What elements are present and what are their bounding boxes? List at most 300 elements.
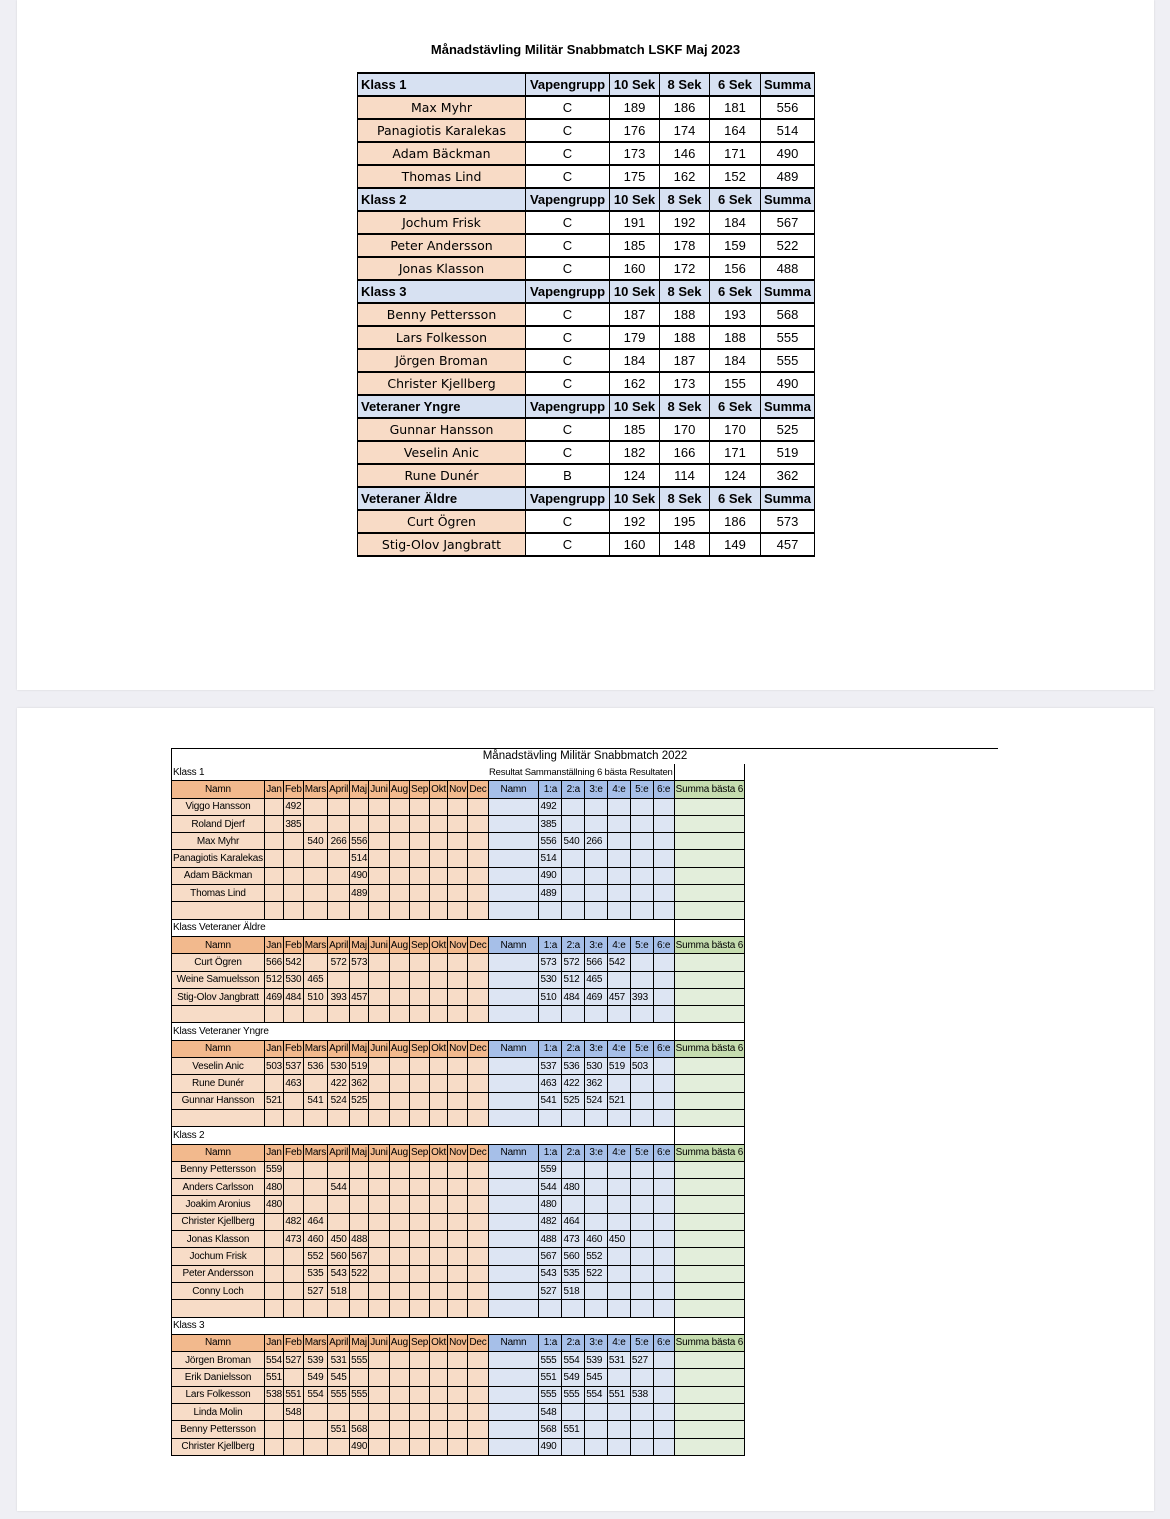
empty-cell bbox=[468, 1006, 488, 1023]
summary-name bbox=[488, 885, 539, 902]
rank-header: 2:a bbox=[562, 1040, 585, 1057]
rank-header: 5:e bbox=[630, 781, 653, 798]
best-score bbox=[562, 850, 585, 867]
results-table-2023 bbox=[357, 72, 815, 557]
month-score bbox=[369, 1196, 390, 1213]
empty-cell bbox=[653, 1006, 674, 1023]
month-score bbox=[369, 885, 390, 902]
month-score: 488 bbox=[350, 1231, 369, 1248]
table-row bbox=[172, 971, 745, 988]
best-score bbox=[607, 1265, 630, 1282]
score-cell: 175 bbox=[610, 165, 660, 188]
summary-name bbox=[488, 798, 539, 815]
month-header: Sep bbox=[409, 936, 429, 953]
month-score bbox=[328, 1213, 350, 1230]
best-score bbox=[653, 1231, 674, 1248]
month-header: Mars bbox=[303, 1144, 327, 1161]
best-score bbox=[562, 867, 585, 884]
best-score bbox=[630, 1421, 653, 1438]
header-row bbox=[172, 1144, 745, 1161]
month-score: 559 bbox=[264, 1161, 283, 1178]
month-score bbox=[468, 1058, 488, 1075]
table-row bbox=[172, 815, 745, 832]
score-cell: C bbox=[526, 418, 610, 441]
table-row bbox=[172, 798, 745, 815]
best-score: 503 bbox=[630, 1058, 653, 1075]
score-cell: 155 bbox=[710, 372, 761, 395]
best-score bbox=[607, 1369, 630, 1386]
month-score bbox=[284, 885, 304, 902]
month-score bbox=[389, 1386, 409, 1403]
summary-name bbox=[488, 988, 539, 1005]
month-score bbox=[350, 1213, 369, 1230]
shooter-name: Anders Carlsson bbox=[172, 1179, 265, 1196]
section-title: Klass Veteraner Äldre bbox=[172, 919, 489, 936]
month-score bbox=[369, 971, 390, 988]
empty-cell bbox=[448, 1300, 468, 1317]
shooter-name: Veselin Anic bbox=[358, 441, 526, 464]
month-header: Okt bbox=[430, 1144, 448, 1161]
month-score bbox=[389, 1231, 409, 1248]
sheet-title-text: Månadstävling Militär Snabbmatch 2022 bbox=[482, 750, 688, 762]
best-score bbox=[630, 1213, 653, 1230]
month-score bbox=[389, 798, 409, 815]
month-score: 460 bbox=[303, 1231, 327, 1248]
empty-cell bbox=[653, 902, 674, 919]
rank-header: 5:e bbox=[630, 936, 653, 953]
score-cell: 195 bbox=[660, 510, 710, 533]
score-cell: 149 bbox=[710, 533, 761, 556]
best-score: 560 bbox=[562, 1248, 585, 1265]
month-header: Okt bbox=[430, 936, 448, 953]
month-score: 464 bbox=[303, 1213, 327, 1230]
rank-header: 1:a bbox=[539, 936, 562, 953]
empty-cell bbox=[284, 1006, 304, 1023]
best-score: 385 bbox=[539, 815, 562, 832]
header-row bbox=[172, 781, 745, 798]
month-score bbox=[303, 954, 327, 971]
month-score bbox=[284, 1421, 304, 1438]
score-cell: C bbox=[526, 441, 610, 464]
month-score bbox=[468, 867, 488, 884]
month-score bbox=[430, 1058, 448, 1075]
sum-best-6 bbox=[674, 1403, 744, 1420]
rank-header: 4:e bbox=[607, 936, 630, 953]
month-score: 541 bbox=[303, 1092, 327, 1109]
month-score: 480 bbox=[264, 1196, 283, 1213]
shooter-name: Panagiotis Karalekas bbox=[172, 850, 265, 867]
month-score bbox=[284, 1161, 304, 1178]
table-row bbox=[172, 867, 745, 884]
best-score: 544 bbox=[539, 1179, 562, 1196]
month-score: 385 bbox=[284, 815, 304, 832]
month-header: Juni bbox=[369, 936, 390, 953]
month-score: 548 bbox=[284, 1403, 304, 1420]
sum-best-6 bbox=[674, 1058, 744, 1075]
best-score bbox=[607, 1403, 630, 1420]
best-score bbox=[562, 885, 585, 902]
empty-cell bbox=[303, 1109, 327, 1126]
best-score bbox=[653, 833, 674, 850]
best-score bbox=[630, 867, 653, 884]
month-score bbox=[468, 1282, 488, 1299]
summary-name bbox=[488, 1161, 539, 1178]
empty-cell bbox=[350, 1300, 369, 1317]
month-header: Sep bbox=[409, 1040, 429, 1057]
month-score bbox=[284, 1265, 304, 1282]
table-row bbox=[172, 1265, 745, 1282]
score-cell: 182 bbox=[610, 441, 660, 464]
month-score bbox=[448, 1386, 468, 1403]
table-row bbox=[358, 326, 815, 349]
month-score bbox=[264, 1421, 283, 1438]
best-score bbox=[653, 1196, 674, 1213]
score-cell: 171 bbox=[710, 142, 761, 165]
best-score: 566 bbox=[585, 954, 608, 971]
month-score bbox=[448, 1196, 468, 1213]
table-row bbox=[358, 165, 815, 188]
empty-cell bbox=[630, 1300, 653, 1317]
empty-cell bbox=[409, 1300, 429, 1317]
month-header: Namn bbox=[172, 1040, 265, 1057]
score-cell: C bbox=[526, 349, 610, 372]
month-score bbox=[328, 885, 350, 902]
empty-cell bbox=[468, 1300, 488, 1317]
month-score bbox=[264, 1282, 283, 1299]
month-score bbox=[448, 1421, 468, 1438]
sum-best-6 bbox=[674, 971, 744, 988]
month-header: Sep bbox=[409, 781, 429, 798]
empty-cell bbox=[172, 902, 265, 919]
best-score bbox=[607, 1196, 630, 1213]
month-score bbox=[350, 1179, 369, 1196]
rank-header: Namn bbox=[488, 1040, 539, 1057]
score-cell: 189 bbox=[610, 96, 660, 119]
best-score bbox=[562, 1438, 585, 1455]
score-cell: C bbox=[526, 533, 610, 556]
table-row bbox=[358, 257, 815, 280]
summary-name bbox=[488, 1265, 539, 1282]
best-score: 510 bbox=[539, 988, 562, 1005]
section-caption-area bbox=[488, 919, 674, 936]
month-score bbox=[350, 1369, 369, 1386]
best-score: 490 bbox=[539, 867, 562, 884]
sum-best-6 bbox=[674, 1369, 744, 1386]
score-cell: 124 bbox=[610, 464, 660, 487]
month-score bbox=[448, 867, 468, 884]
column-header: Summa bbox=[761, 188, 815, 211]
month-score bbox=[264, 1265, 283, 1282]
month-score: 555 bbox=[350, 1386, 369, 1403]
rank-header: 6:e bbox=[653, 1334, 674, 1351]
best-score: 473 bbox=[562, 1231, 585, 1248]
month-score bbox=[468, 1231, 488, 1248]
month-score: 531 bbox=[328, 1352, 350, 1369]
shooter-name: Jochum Frisk bbox=[172, 1248, 265, 1265]
best-score bbox=[607, 833, 630, 850]
summary-name bbox=[488, 1075, 539, 1092]
month-score bbox=[468, 1265, 488, 1282]
rank-header: 1:a bbox=[539, 781, 562, 798]
month-header: Aug bbox=[389, 781, 409, 798]
summary-name bbox=[488, 1231, 539, 1248]
column-header: Summa bbox=[761, 395, 815, 418]
best-score bbox=[607, 815, 630, 832]
empty-cell bbox=[369, 1006, 390, 1023]
month-score bbox=[328, 1196, 350, 1213]
shooter-name: Peter Andersson bbox=[358, 234, 526, 257]
best-score: 554 bbox=[562, 1352, 585, 1369]
rank-header: 2:a bbox=[562, 936, 585, 953]
best-score bbox=[607, 1179, 630, 1196]
shooter-name: Joakim Aronius bbox=[172, 1196, 265, 1213]
empty-cell bbox=[389, 902, 409, 919]
best-score: 530 bbox=[539, 971, 562, 988]
month-score bbox=[409, 1352, 429, 1369]
month-score: 555 bbox=[350, 1352, 369, 1369]
empty-cell bbox=[303, 1006, 327, 1023]
month-score: 362 bbox=[350, 1075, 369, 1092]
month-header: Sep bbox=[409, 1334, 429, 1351]
month-score bbox=[350, 971, 369, 988]
column-header: 8 Sek bbox=[660, 280, 710, 303]
month-score bbox=[430, 815, 448, 832]
score-cell: 522 bbox=[761, 234, 815, 257]
month-score bbox=[468, 1075, 488, 1092]
sum-best-6 bbox=[674, 1438, 744, 1455]
column-header: Vapengrupp bbox=[526, 73, 610, 96]
summary-name bbox=[488, 971, 539, 988]
month-score bbox=[448, 850, 468, 867]
month-score bbox=[468, 1092, 488, 1109]
best-score: 522 bbox=[585, 1265, 608, 1282]
table-row bbox=[172, 1179, 745, 1196]
best-score bbox=[653, 1265, 674, 1282]
shooter-name: Lars Folkesson bbox=[358, 326, 526, 349]
empty-cell bbox=[488, 1109, 539, 1126]
class-name: Klass 3 bbox=[358, 280, 526, 303]
empty-cell bbox=[539, 1300, 562, 1317]
month-header: Namn bbox=[172, 781, 265, 798]
month-score bbox=[284, 1248, 304, 1265]
month-score bbox=[448, 1179, 468, 1196]
month-score: 551 bbox=[264, 1369, 283, 1386]
month-score bbox=[448, 971, 468, 988]
month-score bbox=[409, 798, 429, 815]
best-score: 490 bbox=[539, 1438, 562, 1455]
section-spacer bbox=[674, 764, 744, 781]
shooter-name: Erik Danielsson bbox=[172, 1369, 265, 1386]
best-score: 535 bbox=[562, 1265, 585, 1282]
empty-cell bbox=[430, 902, 448, 919]
month-header: Maj bbox=[350, 1334, 369, 1351]
score-cell: 162 bbox=[660, 165, 710, 188]
table-row bbox=[358, 372, 815, 395]
class-name: Klass 2 bbox=[358, 188, 526, 211]
month-score bbox=[448, 885, 468, 902]
shooter-name: Jonas Klasson bbox=[358, 257, 526, 280]
best-score bbox=[653, 1421, 674, 1438]
column-header: 8 Sek bbox=[660, 73, 710, 96]
rank-header: Summa bästa 6 bbox=[674, 936, 744, 953]
score-cell: C bbox=[526, 234, 610, 257]
best-score bbox=[653, 1248, 674, 1265]
month-score bbox=[284, 850, 304, 867]
month-score bbox=[409, 1058, 429, 1075]
empty-cell bbox=[303, 902, 327, 919]
score-cell: 173 bbox=[610, 142, 660, 165]
table-row bbox=[172, 1092, 745, 1109]
month-score: 484 bbox=[284, 988, 304, 1005]
shooter-name: Peter Andersson bbox=[172, 1265, 265, 1282]
month-header: Namn bbox=[172, 1334, 265, 1351]
score-cell: 187 bbox=[660, 349, 710, 372]
blank-row bbox=[172, 902, 745, 919]
month-header: Dec bbox=[468, 1334, 488, 1351]
month-score bbox=[468, 1179, 488, 1196]
shooter-name: Veselin Anic bbox=[172, 1058, 265, 1075]
section-title: Klass 3 bbox=[172, 1317, 489, 1334]
month-header: Jan bbox=[264, 936, 283, 953]
month-score bbox=[264, 1075, 283, 1092]
rank-header: 6:e bbox=[653, 781, 674, 798]
month-score bbox=[468, 1352, 488, 1369]
month-score bbox=[430, 1248, 448, 1265]
month-score bbox=[350, 1161, 369, 1178]
month-score bbox=[430, 1213, 448, 1230]
section-title-row bbox=[172, 1023, 745, 1040]
best-score bbox=[585, 798, 608, 815]
month-score bbox=[350, 1282, 369, 1299]
best-score: 548 bbox=[539, 1403, 562, 1420]
best-score: 457 bbox=[607, 988, 630, 1005]
month-score: 540 bbox=[303, 833, 327, 850]
rank-header: 3:e bbox=[585, 1144, 608, 1161]
empty-cell bbox=[350, 902, 369, 919]
month-header: Feb bbox=[284, 1334, 304, 1351]
empty-cell bbox=[448, 902, 468, 919]
empty-cell bbox=[284, 1300, 304, 1317]
month-score: 503 bbox=[264, 1058, 283, 1075]
page-title: Månadstävling Militär Snabbmatch LSKF Maj 2023 bbox=[430, 42, 741, 57]
month-score bbox=[264, 815, 283, 832]
best-score: 559 bbox=[539, 1161, 562, 1178]
section-caption-area: Resultat Sammanställning 6 bästa Resultaten bbox=[488, 764, 674, 781]
best-score bbox=[653, 1352, 674, 1369]
summary-name bbox=[488, 1386, 539, 1403]
month-header: Maj bbox=[350, 1144, 369, 1161]
empty-cell bbox=[585, 902, 608, 919]
column-header: 6 Sek bbox=[710, 188, 761, 211]
month-score bbox=[264, 798, 283, 815]
best-score: 463 bbox=[539, 1075, 562, 1092]
best-score bbox=[653, 1092, 674, 1109]
month-score bbox=[430, 1438, 448, 1455]
shooter-name: Jonas Klasson bbox=[172, 1231, 265, 1248]
month-score bbox=[328, 1161, 350, 1178]
score-cell: 192 bbox=[610, 510, 660, 533]
empty-cell bbox=[350, 1109, 369, 1126]
shooter-name: Roland Djerf bbox=[172, 815, 265, 832]
month-score: 457 bbox=[350, 988, 369, 1005]
empty-cell bbox=[172, 1006, 265, 1023]
summary-name bbox=[488, 867, 539, 884]
month-score bbox=[430, 971, 448, 988]
month-score bbox=[389, 1058, 409, 1075]
empty-cell bbox=[389, 1300, 409, 1317]
best-score bbox=[607, 1248, 630, 1265]
rank-header: 2:a bbox=[562, 781, 585, 798]
month-score bbox=[264, 885, 283, 902]
column-header: 6 Sek bbox=[710, 395, 761, 418]
best-score: 525 bbox=[562, 1092, 585, 1109]
score-cell: 156 bbox=[710, 257, 761, 280]
month-score: 530 bbox=[284, 971, 304, 988]
best-score bbox=[653, 971, 674, 988]
table-row bbox=[358, 234, 815, 257]
table-row bbox=[172, 1075, 745, 1092]
column-header: 8 Sek bbox=[660, 188, 710, 211]
best-score bbox=[630, 1403, 653, 1420]
month-score bbox=[409, 1196, 429, 1213]
month-score: 482 bbox=[284, 1213, 304, 1230]
score-cell: 114 bbox=[660, 464, 710, 487]
month-score bbox=[409, 1161, 429, 1178]
best-score bbox=[653, 1386, 674, 1403]
month-score: 539 bbox=[303, 1352, 327, 1369]
month-score bbox=[284, 1369, 304, 1386]
rank-header: Summa bästa 6 bbox=[674, 1144, 744, 1161]
month-score bbox=[430, 850, 448, 867]
month-score bbox=[369, 1161, 390, 1178]
month-score bbox=[389, 1248, 409, 1265]
best-score bbox=[630, 971, 653, 988]
month-score: 549 bbox=[303, 1369, 327, 1386]
month-score: 527 bbox=[284, 1352, 304, 1369]
score-cell: C bbox=[526, 510, 610, 533]
section-title-row bbox=[172, 919, 745, 936]
empty-cell bbox=[369, 902, 390, 919]
empty-cell bbox=[409, 1109, 429, 1126]
best-score bbox=[630, 850, 653, 867]
month-score bbox=[369, 1231, 390, 1248]
month-score: 536 bbox=[303, 1058, 327, 1075]
month-score bbox=[303, 1075, 327, 1092]
empty-cell bbox=[630, 1109, 653, 1126]
month-score bbox=[468, 833, 488, 850]
empty-cell bbox=[264, 1006, 283, 1023]
best-score: 540 bbox=[562, 833, 585, 850]
month-score bbox=[284, 1196, 304, 1213]
class-header-row bbox=[358, 73, 815, 96]
month-score bbox=[468, 1438, 488, 1455]
month-score: 568 bbox=[350, 1421, 369, 1438]
empty-cell bbox=[653, 1300, 674, 1317]
sum-best-6 bbox=[674, 1213, 744, 1230]
month-score bbox=[303, 885, 327, 902]
month-score bbox=[284, 1179, 304, 1196]
best-score bbox=[653, 1438, 674, 1455]
month-score bbox=[284, 833, 304, 850]
month-score bbox=[389, 954, 409, 971]
shooter-name: Thomas Lind bbox=[358, 165, 526, 188]
column-header: Vapengrupp bbox=[526, 487, 610, 510]
rank-header: 6:e bbox=[653, 1040, 674, 1057]
month-header: April bbox=[328, 1040, 350, 1057]
month-header: Mars bbox=[303, 936, 327, 953]
rank-header: 5:e bbox=[630, 1040, 653, 1057]
month-score bbox=[448, 1092, 468, 1109]
